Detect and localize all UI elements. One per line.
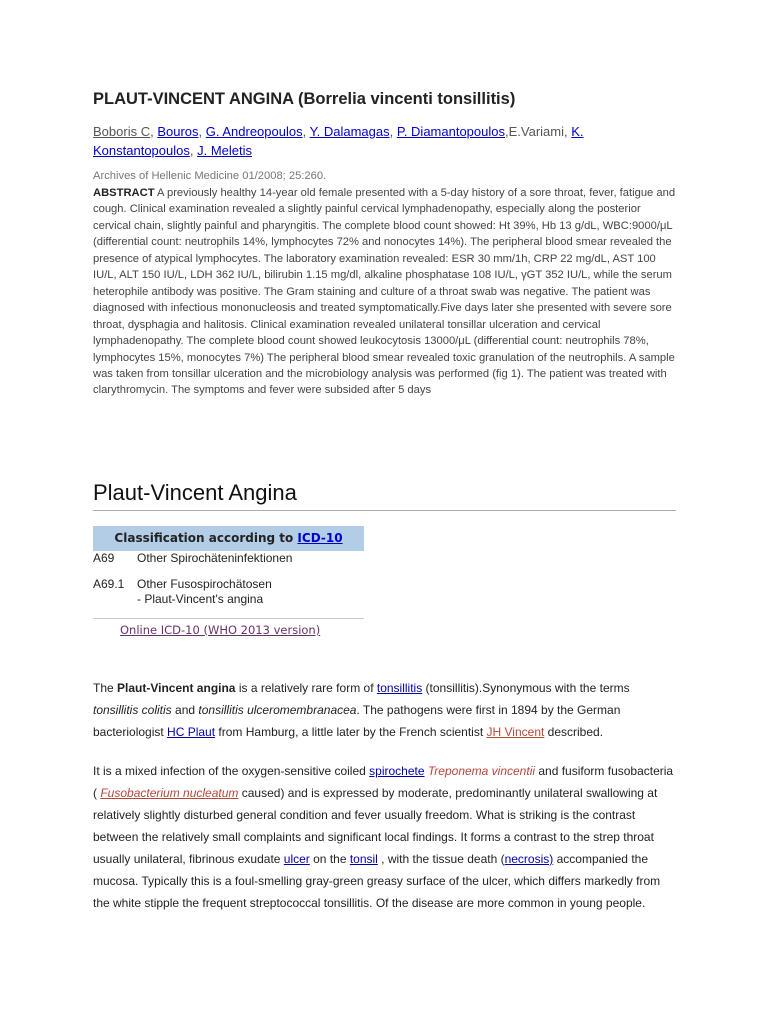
author-link[interactable]: K. Konstantopoulos	[93, 124, 584, 158]
author-separator: ,E.Variami,	[505, 124, 572, 139]
author-link[interactable]: Y. Dalamagas	[309, 124, 390, 139]
text: accompanied the mucosa. Typically this is a foul-smelling gray-green greasy surface of the ulcer, which differs markedly from the white stipple the frequent streptococcal tonsillitis. Of the disease are more common in young people.	[93, 852, 661, 910]
italic-term: tonsillitis ulceromembranacea	[198, 703, 357, 717]
description-paragraph	[93, 760, 676, 914]
necrosis-link[interactable]: necrosis)	[504, 852, 554, 866]
text: described.	[544, 725, 604, 739]
article-title: PLAUT-VINCENT ANGINA (Borrelia vincenti tonsillitis)	[93, 90, 516, 108]
abstract	[93, 185, 676, 399]
jh-vincent-link[interactable]: JH Vincent	[486, 725, 545, 739]
icd-description-line: Other Fusospirochätosen	[137, 577, 272, 591]
text: It is a mixed infection of the oxygen-sensitive coiled	[93, 764, 370, 778]
author-link[interactable]: P. Diamantopoulos	[396, 124, 505, 139]
italic-term: tonsillitis colitis	[93, 703, 172, 717]
icd-description	[137, 577, 272, 607]
italic-term: Fusobacterium nucleatum	[100, 786, 239, 800]
author-link[interactable]: J. Meletis	[197, 143, 252, 158]
icd10-link[interactable]: ICD-10	[297, 531, 343, 545]
online-icd10-link[interactable]: Online ICD-10 (WHO 2013 version)	[120, 623, 321, 637]
author-separator: ,	[198, 124, 206, 139]
author-link[interactable]: Boboris C	[93, 124, 151, 139]
tonsillitis-link[interactable]: tonsillitis	[376, 681, 423, 695]
abstract-label: ABSTRACT	[93, 187, 155, 199]
classification-divider	[93, 618, 364, 619]
text: and	[171, 703, 199, 717]
text: The	[93, 681, 118, 695]
fusobacterium-link[interactable]	[100, 786, 238, 800]
text: (tonsillitis).Synonymous with the terms	[422, 681, 630, 695]
tonsil-link[interactable]: tonsil	[349, 852, 378, 866]
abstract-text: A previously healthy 14-year old female presented with a 5-day history of a sore throat, fever, fatigue and cough. Clinical examination revealed a slightly painful cervical lymphadenopathy, especially along the posterior cervical chain, slightly painful and pharyngitis. The complete blood count showed: Ht 39%, Hb 13 g/dL, WBC:9000/μL (differential count: neutrophils 14%, lymphocytes 72% and nonocytes 14%). The peripheral blood smear revealed the presence of atypical lymphocytes. The laboratory examination revealed: ESR 30 mm/1h, CRP 22 mg/dL, AST 100 IU/L, ALT 150 IU/L, LDH 362 IU/L, bilirubin 1.15 mg/dl, alkaline phosphatase 108 IU/L, γGT 352 IU/L, while the serum heterophile antibody was positive. The Gram staining and culture of a throat swab was negative. The patient was diagnosed with infectious mononucleosis and treated symptomatically.Five days later she presented with severe sore throat, dysphagia and halitosis. Clinical examination revealed unilateral tonsillar ulceration and cervical lymphadenopathy. The complete blood count showed leukocytosis 13000/μL (differential count: neutrophils 78%, lymphocytes 15%, monocytes 7%) The peripheral blood smear revealed toxic granulation of the neutrophils. A sample was taken from tonsillar ulceration and the microbiology analysis was performed (fig 1). The patient was treated with clarythromycin. The symptoms and fever were subsided after 5 days	[93, 187, 676, 397]
text: and fusiform fusobacteria (	[93, 764, 674, 800]
classification-header-text: Classification according to	[114, 531, 298, 545]
bold-term: Plaut-Vincent angina	[117, 681, 236, 695]
author-separator: ,	[302, 124, 310, 139]
text: . The pathogens were first in 1894 by the German bacteriologist	[93, 703, 621, 739]
author-separator: ,	[189, 143, 198, 158]
classification-row	[93, 551, 364, 566]
classification-box	[93, 526, 364, 551]
text: , with the tissue death (	[377, 852, 505, 866]
classification-header	[93, 526, 364, 551]
author-list	[93, 122, 676, 160]
icd-description: Other Spirochäteninfektionen	[137, 551, 293, 565]
author-separator: ,	[389, 124, 397, 139]
ulcer-link[interactable]: ulcer	[283, 852, 310, 866]
hc-plaut-link[interactable]: HC Plaut	[167, 725, 216, 739]
author-link[interactable]: G. Andreopoulos	[205, 124, 303, 139]
section-heading: Plaut-Vincent Angina	[93, 480, 676, 511]
author-separator: ,	[150, 124, 158, 139]
journal-source: Archives of Hellenic Medicine 01/2008; 25:260.	[93, 170, 327, 182]
text: is a relatively rare form of	[235, 681, 377, 695]
icd-description-line: - Plaut-Vincent's angina	[137, 592, 264, 606]
icd-code: A69	[93, 551, 115, 565]
intro-paragraph	[93, 677, 676, 743]
italic-term: Treponema vincentii	[427, 764, 536, 778]
text: caused) and is expressed by moderate, predominantly unilateral swallowing at relatively slightly disturbed general condition and fever usually freedom. What is striking is the contrast between the relatively small complaints and significant local findings. It forms a contrast to the strep throat usually unilateral, fibrinous exudate	[93, 786, 658, 866]
text: from Hamburg, a little later by the French scientist	[215, 725, 487, 739]
classification-row	[93, 577, 364, 607]
text: on the	[309, 852, 350, 866]
spirochete-link[interactable]: spirochete	[369, 764, 425, 778]
icd-code: A69.1	[93, 577, 125, 591]
author-link[interactable]: Bouros	[157, 124, 199, 139]
